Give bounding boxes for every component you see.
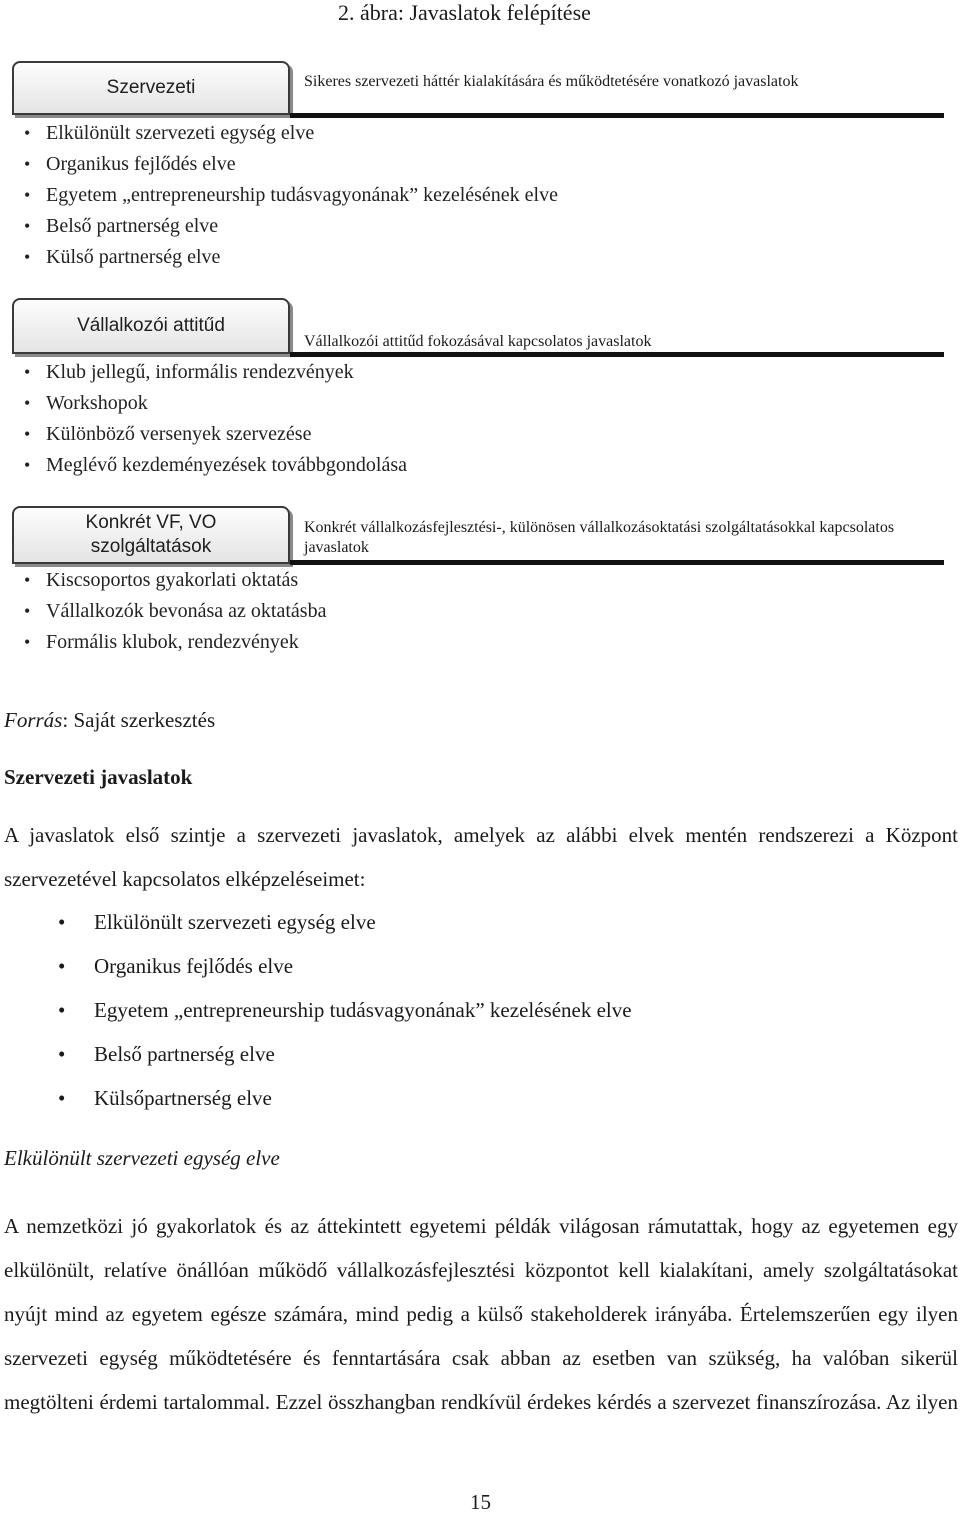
list-item: • Különböző versenyek szervezése [24,423,312,445]
list-item: • Formális klubok, rendezvények [24,631,299,653]
list-item: • Vállalkozók bevonása az oktatásba [24,600,327,622]
section-list [22,357,407,481]
list-item: • Egyetem „entrepreneurship tudásvagyonának” kezelésének elve [24,184,558,206]
list-item: • Külső partnerség elve [24,246,221,268]
figure-title: 2. ábra: Javaslatok felépítése [338,0,591,25]
section-divider [290,560,944,565]
intro-paragraph: A javaslatok első szintje a szervezeti javaslatok, amelyek az alábbi elvek mentén rendszerezi a Központ szervezetével kapcsolatos elképzeléseimet: [4,823,958,891]
tab-szervezeti: Szervezeti [12,61,290,115]
list-item: • Egyetem „entrepreneurship tudásvagyonának” kezelésének elve [58,998,632,1022]
section-description: Vállalkozói attitűd fokozásával kapcsolatos javaslatok [304,333,652,350]
list-item: • Elkülönült szervezeti egység elve [58,910,376,934]
tab-vallalkozoi-attitud: Vállalkozói attitűd [12,298,290,354]
source-text: : Saját szerkesztés [62,708,216,732]
list-item: • Kiscsoportos gyakorlati oktatás [24,569,299,591]
tab-konkret-szolgaltatasok [12,506,290,564]
list-item: • Külsőpartnerség elve [58,1086,272,1110]
list-item: • Klub jellegű, informális rendezvények [24,361,354,383]
section-list [22,118,558,273]
tab-label-line: Konkrét VF, VO [85,512,217,534]
section-description: Sikeres szervezeti háttér kialakítására és működtetésére vonatkozó javaslatok [304,73,799,90]
list-item: • Elkülönült szervezeti egység elve [24,122,315,144]
source-label: Forrás [4,708,63,732]
list-item: • Workshopok [24,392,148,414]
body-paragraph: A nemzetközi jó gyakorlatok és az áttekintett egyetemi példák világosan rámutattak, hogy az egyetemen egy elkülönült, relatíve önállóan működő vállalkozásfejlesztési központot kell kialakítani, amely szolgáltatásokat nyújt mind az egyetem egésze számára, mind pedig a külső stakeholderek irányába. Értelemszerűen egy ilyen szervezeti egység működtetésére és fenntartására csak abban az esetben van szükség, ha valóban sikerül megtölteni érdemi tartalommal. Ezzel összhangban rendkívül érdekes kérdés a szervezet finanszírozása. Az ilyen [4,1214,958,1414]
tab-label-line: szolgáltatások [90,536,212,557]
figure-source [4,708,215,733]
section-list [22,565,326,658]
principles-list [58,900,632,1120]
list-item: • Meglévő kezdeményezések továbbgondolása [24,454,407,476]
section-heading: Szervezeti javaslatok [4,765,193,789]
subheading: Elkülönült szervezeti egység elve [4,1146,280,1170]
list-item: • Organikus fejlődés elve [58,954,294,978]
list-item: • Organikus fejlődés elve [24,153,236,175]
section-description: Konkrét vállalkozásfejlesztési-, különösen vállalkozásoktatási szolgáltatásokkal kapcsolatos javaslatok [304,519,895,556]
page-number: 15 [470,1490,491,1514]
list-item: • Belső partnerség elve [58,1042,275,1066]
list-item: • Belső partnerség elve [24,215,219,237]
